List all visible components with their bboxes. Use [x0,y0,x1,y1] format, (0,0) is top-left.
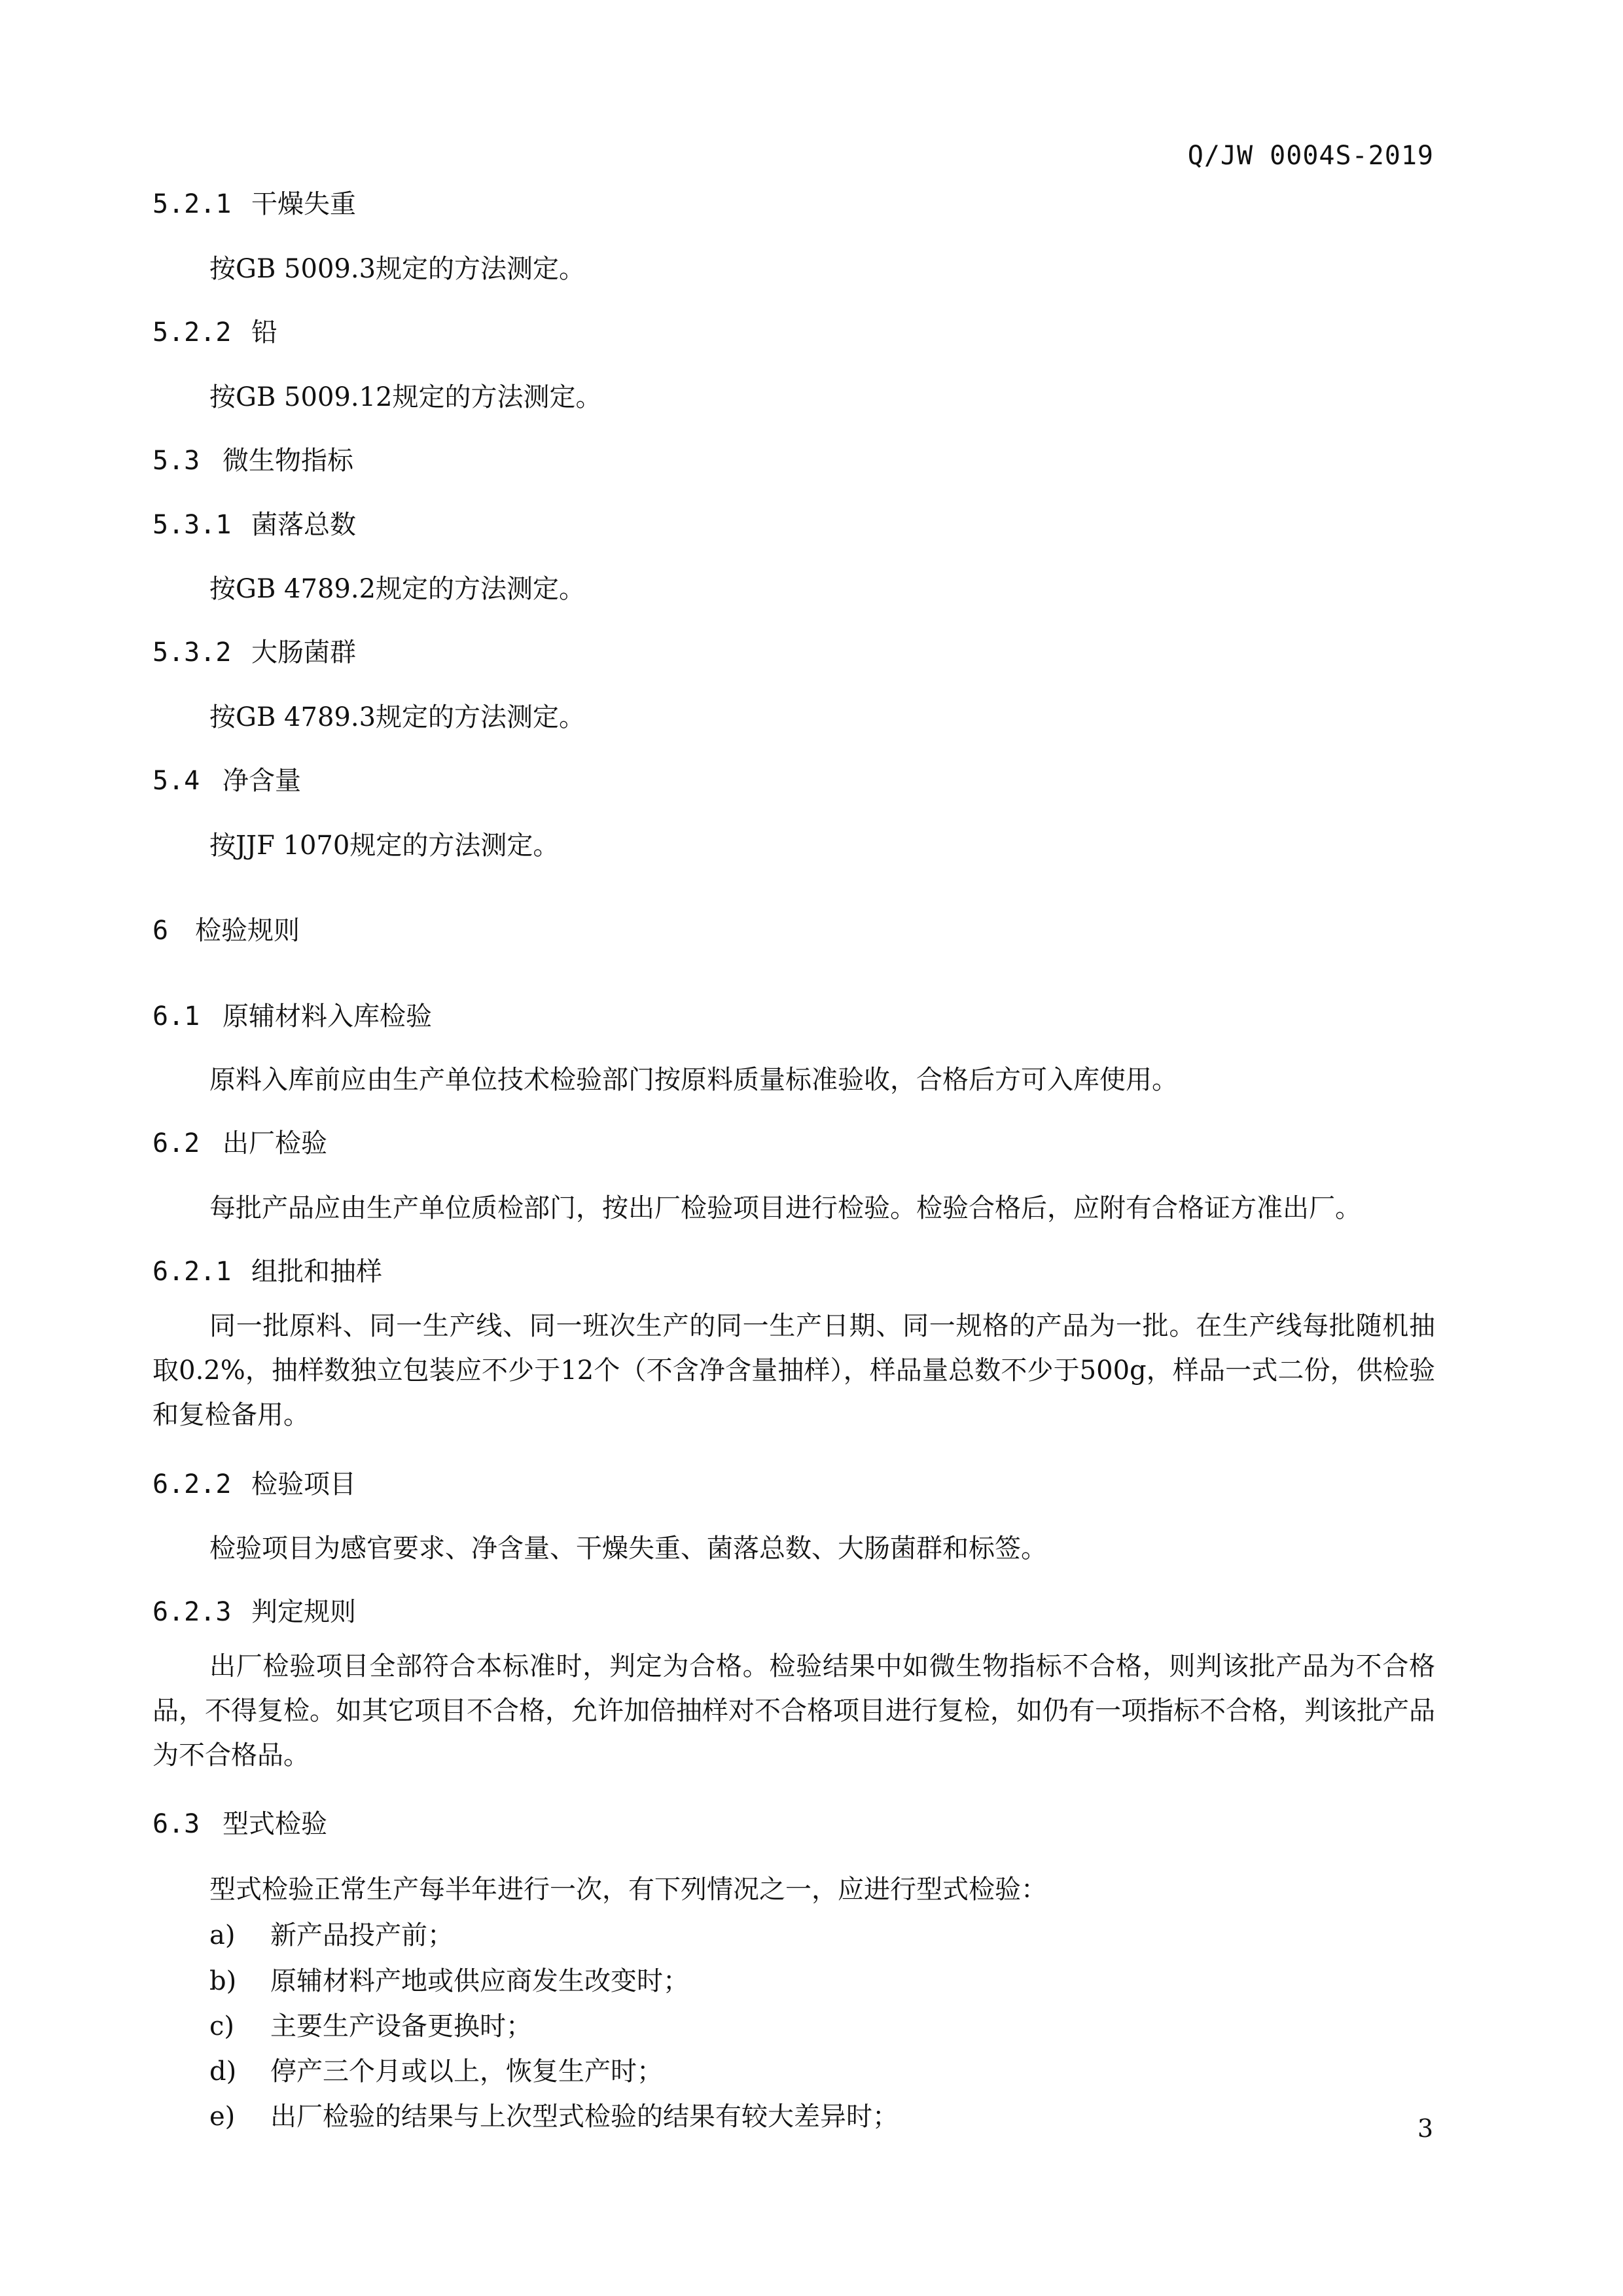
section-heading-5-3 [152,440,353,477]
section-title: 型式检验 [223,1809,327,1839]
page-number: 3 [1417,2114,1433,2143]
section-title: 检验项目 [251,1469,356,1499]
list-item-text: 新产品投产前； [270,1920,454,1950]
section-title: 净含量 [223,766,301,796]
paragraph: 按GB 5009.3规定的方法测定。 [209,254,586,284]
section-title: 组批和抽样 [251,1257,382,1287]
paragraph: 同一批原料、同一生产线、同一班次生产的同一生产日期、同一规格的产品为一批。在生产线每批随机抽取0.2%，抽样数独立包装应不少于12个（不含净含量抽样），样品量总数不少于500g，样品一式二份，供检验和复检备用。 [152,1311,1435,1430]
section-number: 6 [152,916,169,946]
section-number: 5.2.1 [152,189,232,219]
section-heading-6-3 [152,1803,327,1840]
list-item [209,2051,663,2088]
section-heading-6-2 [152,1122,327,1160]
paragraph: 每批产品应由生产单位质检部门，按出厂检验项目进行检验。检验合格后，应附有合格证方准出厂。 [209,1193,1361,1223]
section-number: 6.2.2 [152,1469,232,1499]
section-number: 6.3 [152,1809,200,1839]
list-item-text: 主要生产设备更换时； [270,2011,532,2041]
section-title: 检验规则 [195,916,300,946]
section-title: 出厂检验 [223,1128,327,1158]
list-item [209,1914,454,1952]
section-number: 5.3.2 [152,637,232,668]
section-heading-5-2-1 [152,183,356,221]
section-heading-6-2-3 [152,1591,356,1628]
section-heading-5-3-2 [152,632,356,669]
section-heading-5-2-2 [152,312,277,349]
paragraph: 检验项目为感官要求、净含量、干燥失重、菌落总数、大肠菌群和标签。 [209,1534,1047,1564]
section-heading-5-3-1 [152,504,356,541]
list-marker: b) [209,1966,237,1996]
section-number: 6.2.1 [152,1257,232,1287]
section-heading-6-2-1 [152,1251,382,1288]
list-item [209,2096,899,2133]
section-number: 5.3 [152,446,200,476]
list-marker: a) [209,1920,236,1950]
list-item-text: 出厂检验的结果与上次型式检验的结果有较大差异时； [270,2102,899,2132]
section-title: 大肠菌群 [251,637,356,668]
section-number: 6.2.3 [152,1597,232,1627]
list-item [209,1960,689,1998]
section-title: 原辅材料入库检验 [223,1001,432,1031]
section-title: 干燥失重 [251,189,356,219]
paragraph: 按GB 4789.3规定的方法测定。 [209,702,586,732]
section-title: 铅 [251,317,277,348]
paragraph: 原料入库前应由生产单位技术检验部门按原料质量标准验收，合格后方可入库使用。 [209,1065,1178,1095]
section-title: 微生物指标 [223,446,353,476]
section-heading-6 [152,910,300,947]
list-marker: e) [209,2102,236,2132]
section-number: 5.3.1 [152,510,232,540]
paragraph: 按GB 5009.12规定的方法测定。 [209,382,602,412]
list-item-text: 原辅材料产地或供应商发生改变时； [270,1966,689,1996]
section-number: 6.1 [152,1001,200,1031]
section-number: 5.4 [152,766,200,796]
list-marker: d) [209,2056,237,2087]
list-item [209,2005,532,2043]
list-item-text: 停产三个月或以上，恢复生产时； [270,2056,663,2087]
section-heading-5-4 [152,760,301,797]
paragraph: 按JJF 1070规定的方法测定。 [209,831,560,861]
section-title: 判定规则 [251,1597,356,1627]
document-code: Q/JW 0004S-2019 [1187,141,1434,171]
section-heading-6-1 [152,996,432,1033]
section-heading-6-2-2 [152,1463,356,1501]
paragraph: 按GB 4789.2规定的方法测定。 [209,574,586,604]
section-number: 5.2.2 [152,317,232,348]
list-marker: c) [209,2011,235,2041]
paragraph: 型式检验正常生产每半年进行一次，有下列情况之一，应进行型式检验： [209,1874,1047,1905]
section-number: 6.2 [152,1128,200,1158]
section-title: 菌落总数 [251,510,356,540]
paragraph: 出厂检验项目全部符合本标准时，判定为合格。检验结果中如微生物指标不合格，则判该批产品为不合格品，不得复检。如其它项目不合格，允许加倍抽样对不合格项目进行复检，如仍有一项指标不合格，判该批产品为不合格品。 [152,1651,1435,1770]
